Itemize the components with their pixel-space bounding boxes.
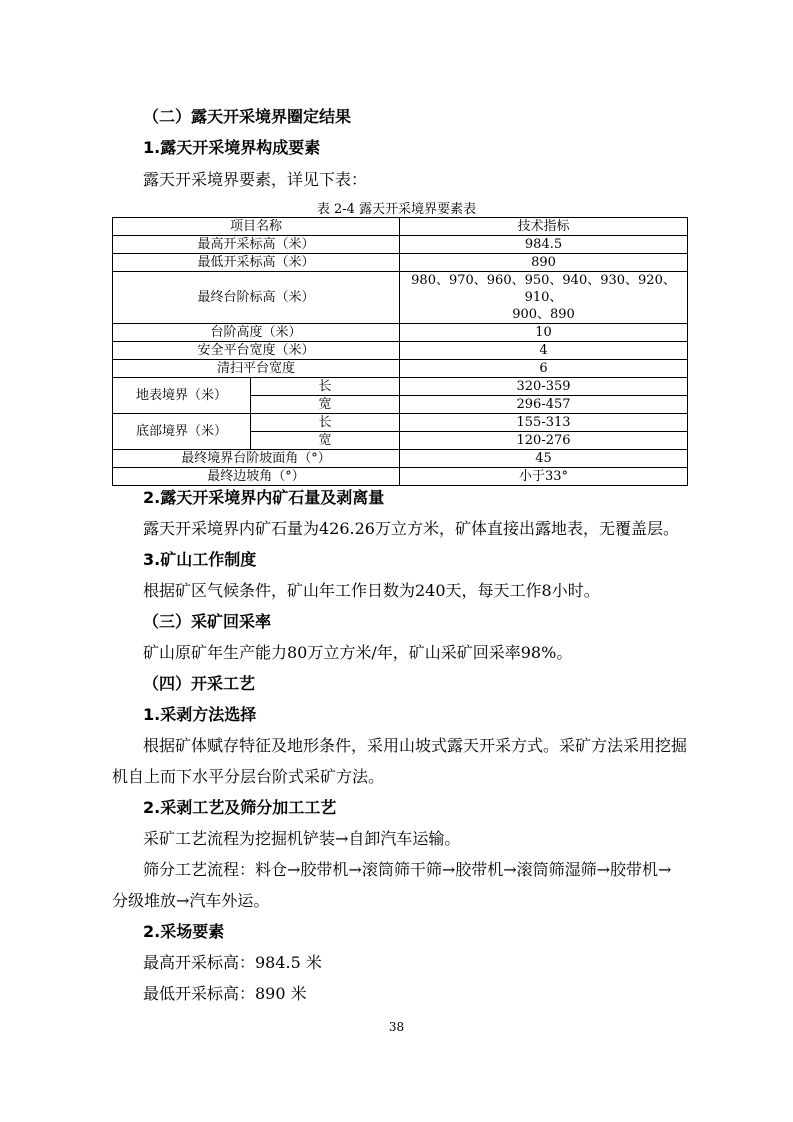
table-row (113, 378, 688, 396)
table-row (113, 342, 688, 360)
row-label: 安全平台宽度（米） (113, 342, 400, 360)
table-row (113, 450, 688, 468)
row-value-line: 980、970、960、950、940、930、920、910、 (411, 273, 676, 305)
section-heading-recovery: （三）采矿回采率 (143, 612, 272, 631)
paragraph-screening-flow-line: 分级堆放→汽车外运。 (112, 891, 270, 910)
paragraph-intro: 露天开采境界要素，详见下表： (143, 170, 368, 189)
subheading-work-schedule: 3.矿山工作制度 (143, 550, 257, 569)
row-label: 最终境界台阶坡面角（°） (113, 450, 400, 468)
row-sub-label: 长 (251, 378, 400, 396)
paragraph-max-elevation: 最高开采标高：984.5 米 (143, 953, 322, 972)
row-group-label: 地表境界（米） (113, 378, 251, 414)
row-value: 6 (400, 360, 688, 378)
row-label: 最终边坡角（°） (113, 468, 400, 486)
paragraph-mining-flow: 采矿工艺流程为挖掘机铲装→自卸汽车运输。 (143, 829, 461, 848)
table-row (113, 468, 688, 486)
row-label: 台阶高度（米） (113, 324, 400, 342)
row-value: 小于33° (400, 468, 688, 486)
row-group-label: 底部境界（米） (113, 414, 251, 450)
row-label: 最高开采标高（米） (113, 236, 400, 254)
table-header-row (113, 218, 688, 236)
paragraph-method-line: 机自上而下水平分层台阶式采矿方法。 (112, 767, 385, 786)
subheading-ore-volume: 2.露天开采境界内矿石量及剥离量 (143, 488, 385, 507)
row-sub-label: 长 (251, 414, 400, 432)
section-heading-boundary: （二）露天开采境界圈定结果 (143, 107, 352, 126)
table-row (113, 272, 688, 324)
paragraph-ore-volume: 露天开采境界内矿石量为426.26万立方米，矿体直接出露地表，无覆盖层。 (143, 519, 679, 538)
table-row (113, 254, 688, 272)
row-sub-label: 宽 (251, 396, 400, 414)
subheading-screening: 2.采剥工艺及筛分加工工艺 (143, 798, 337, 817)
paragraph-work-schedule: 根据矿区气候条件，矿山年工作日数为240天，每天工作8小时。 (143, 581, 600, 600)
row-value: 120-276 (400, 432, 688, 450)
row-value: 890 (400, 254, 688, 272)
row-value: 320-359 (400, 378, 688, 396)
row-label: 最低开采标高（米） (113, 254, 400, 272)
header-tech-index: 技术指标 (400, 218, 688, 236)
boundary-elements-table (112, 217, 688, 486)
table-row (113, 360, 688, 378)
row-sub-label: 宽 (251, 432, 400, 450)
header-item-name: 项目名称 (113, 218, 400, 236)
paragraph-screening-flow-line: 筛分工艺流程：料仓→胶带机→滚筒筛干筛→胶带机→滚筒筛湿筛→胶带机→ (143, 860, 672, 879)
section-heading-process: （四）开采工艺 (143, 674, 256, 693)
page-number: 38 (388, 1020, 405, 1034)
table-row (113, 236, 688, 254)
table-caption: 表 2-4 露天开采境界要素表 (316, 202, 477, 217)
row-value: 155-313 (400, 414, 688, 432)
table-row (113, 324, 688, 342)
subheading-method: 1.采剥方法选择 (143, 705, 257, 724)
row-value: 296-457 (400, 396, 688, 414)
paragraph-recovery: 矿山原矿年生产能力80万立方米/年，矿山采矿回采率98%。 (143, 643, 573, 662)
paragraph-method-line: 根据矿体赋存特征及地形条件，采用山坡式露天开采方式。采矿方法采用挖掘 (143, 736, 688, 755)
row-label: 最终台阶标高（米） (113, 272, 400, 324)
row-value: 984.5 (400, 236, 688, 254)
row-value: 4 (400, 342, 688, 360)
subheading-boundary-elements: 1.露天开采境界构成要素 (143, 138, 321, 157)
row-value: 10 (400, 324, 688, 342)
row-value-line: 900、890 (512, 307, 575, 322)
table-row (113, 414, 688, 432)
subheading-stope-elements: 2.采场要素 (143, 922, 225, 941)
row-value: 45 (400, 450, 688, 468)
paragraph-min-elevation: 最低开采标高：890 米 (143, 984, 307, 1003)
row-value (400, 272, 688, 324)
row-label: 清扫平台宽度 (113, 360, 400, 378)
